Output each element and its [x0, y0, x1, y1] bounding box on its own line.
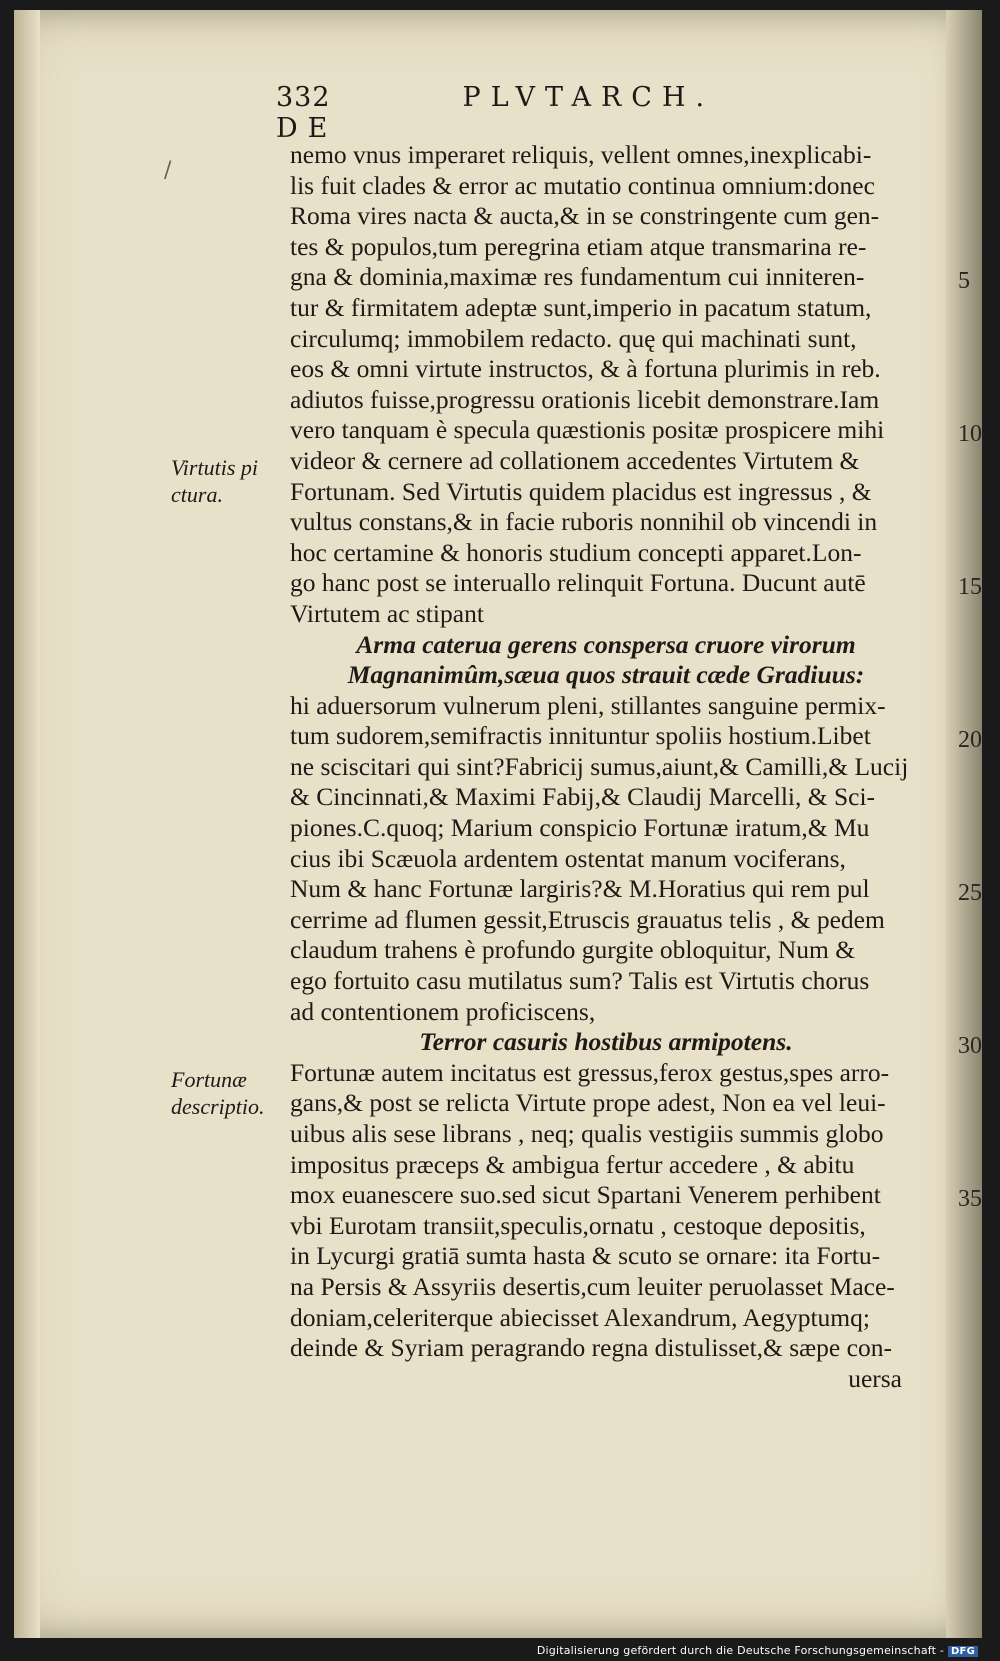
text-line: lis fuit clades & error ac mutatio continua omnium:donec [290, 170, 875, 200]
line-number: 35 [958, 1186, 982, 1212]
page-right-edge [946, 10, 982, 1638]
line-number: 20 [958, 727, 982, 753]
text-line: gans,& post se relicta Virtute prope adest, Non ea vel leui- [290, 1088, 886, 1118]
text-line: hoc certamine & honoris studium concepti apparet.Lon- [290, 537, 862, 567]
margin-note-line: ctura. [171, 482, 223, 507]
running-head [276, 82, 776, 144]
text-line: go hanc post se interuallo relinquit Fortuna. Ducunt autē [290, 568, 866, 598]
text-line: ad contentionem proficiscens, [290, 996, 596, 1026]
text-line: doniam,celeriterque abiecisset Alexandrum, Aegyptumq; [290, 1302, 870, 1332]
margin-note-line: Fortunæ [171, 1067, 247, 1092]
digitization-footer [537, 1644, 978, 1657]
running-title: PLVTARCH. DE [276, 82, 715, 144]
line-number: 10 [958, 421, 982, 447]
dfg-logo: DFG [948, 1646, 978, 1657]
margin-note-line: descriptio. [171, 1094, 265, 1119]
text-line: mox euanescere suo.sed sicut Spartani Venerem perhibent [290, 1180, 881, 1210]
line-number: 5 [958, 268, 970, 294]
text-line: claudum trahens è profundo gurgite obloquitur, Num & [290, 935, 856, 965]
margin-mark: / [164, 158, 172, 183]
page-gutter-shadow [14, 10, 40, 1638]
text-line: Num & hanc Fortunæ largiris?& M.Horatius qui rem pul [290, 874, 870, 904]
verse-line: Arma caterua gerens conspersa cruore virorum [356, 629, 856, 659]
text-line: circulumq; immobilem redacto. quę qui machinati sunt, [290, 323, 857, 353]
text-line: ne sciscitari qui sint?Fabricij sumus,aiunt,& Camilli,& Lucij [290, 751, 909, 781]
text-line: vbi Eurotam transiit,speculis,ornatu , cestoque depositis, [290, 1210, 866, 1240]
text-line: eos & omni virtute instructos, & à fortuna plurimis in reb. [290, 354, 881, 384]
text-line: gna & dominia,maximæ res fundamentum cui inniteren- [290, 262, 865, 292]
text-line: impositus præceps & ambigua fertur accedere , & abitu [290, 1149, 855, 1179]
footer-text: Digitalisierung gefördert durch die Deutsche Forschungsgemeinschaft - [536, 1644, 945, 1657]
text-line: cius ibi Scæuola ardentem ostentat manum vociferans, [290, 843, 846, 873]
text-line: in Lycurgi gratiā sumta hasta & scuto se ornare: ita Fortu- [290, 1241, 881, 1271]
text-line: ego fortuito casu mutilatus sum? Talis est Virtutis chorus [290, 966, 870, 996]
book-page [14, 10, 982, 1638]
text-line: hi aduersorum vulnerum pleni, stillantes sanguine permix- [290, 690, 886, 720]
text-line: Virtutem ac stipant [290, 598, 484, 628]
line-number: 30 [958, 1033, 982, 1059]
text-line: na Persis & Assyriis desertis,cum leuiter peruolasset Mace- [290, 1271, 895, 1301]
verse-line: Terror casuris hostibus armipotens. [419, 1027, 793, 1057]
page-number: 332 [276, 82, 331, 113]
line-number: 25 [958, 880, 982, 906]
margin-note-fortunae [171, 1066, 281, 1120]
text-line: Fortunam. Sed Virtutis quidem placidus est ingressus , & [290, 476, 872, 506]
text-line: deinde & Syriam peragrando regna distulisset,& sæpe con- [290, 1333, 892, 1363]
text-line: uibus alis sese librans , neq; qualis vestigiis summis globo [290, 1119, 884, 1148]
text-line: cerrime ad flumen gessit,Etruscis grauatus telis , & pedem [290, 904, 885, 934]
text-line: tum sudorem,semifractis innituntur spoliis hostium.Libet [290, 721, 871, 751]
text-line: adiutos fuisse,progressu orationis licebit demonstrare.Iam [290, 384, 880, 414]
text-line: vultus constans,& in facie ruboris nonnihil ob vincendi in [290, 507, 878, 537]
text-line: Roma vires nacta & aucta,& in se constringente cum gen- [290, 201, 880, 231]
main-text [290, 140, 922, 1394]
margin-note-line: Virtutis pi [171, 455, 258, 480]
verse-line: Magnanimûm,sæua quos strauit cæde Gradiuus: [347, 660, 865, 690]
margin-note-virtutis [171, 454, 281, 508]
text-line: piones.C.quoq; Marium conspicio Fortunæ iratum,& Mu [290, 813, 870, 843]
text-line: tur & firmitatem adeptæ sunt,imperio in pacatum statum, [290, 292, 872, 322]
line-number: 15 [958, 574, 982, 600]
text-line: Fortunæ autem incitatus est gressus,ferox gestus,spes arro- [290, 1057, 890, 1087]
catchword: uersa [848, 1363, 902, 1393]
text-line: & Cincinnati,& Maximi Fabij,& Claudij Marcelli, & Sci- [290, 782, 876, 812]
text-line: nemo vnus imperaret reliquis, vellent omnes,inexplicabi- [290, 140, 872, 169]
text-line: vero tanquam è specula quæstionis positæ prospicere mihi [290, 415, 885, 445]
text-line: videor & cernere ad collationem accedentes Virtutem & [290, 445, 860, 475]
text-line: tes & populos,tum peregrina etiam atque transmarina re- [290, 231, 867, 261]
